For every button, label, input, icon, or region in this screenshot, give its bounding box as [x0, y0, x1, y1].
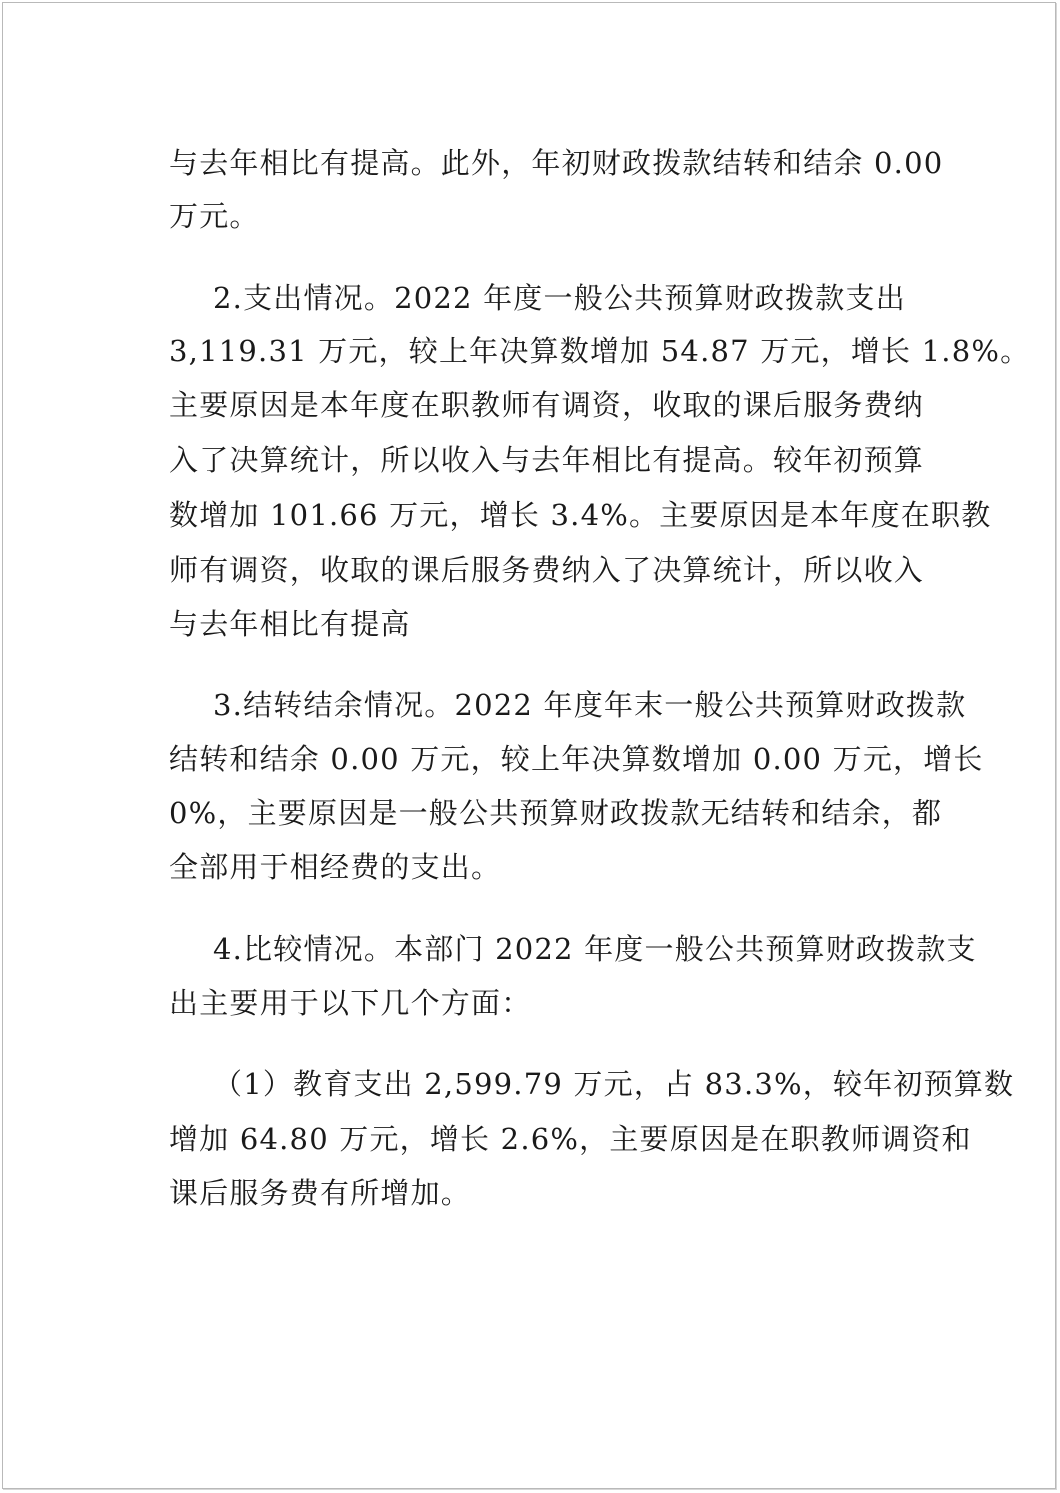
text-line: 万元。 [169, 199, 260, 233]
paragraph-heading-line: （1）教育支出 2,599.79 万元，占 83.3%，较年初预算数 [213, 1067, 1015, 1101]
text-line: 师有调资，收取的课后服务费纳入了决算统计，所以收入 [169, 553, 925, 587]
document-page [2, 2, 1056, 1489]
text-line: 0%，主要原因是一般公共预算财政拨款无结转和结余，都 [169, 796, 943, 830]
text-line: 与去年相比有提高 [169, 607, 411, 641]
text-line: 课后服务费有所增加。 [169, 1176, 472, 1210]
text-line: 结转和结余 0.00 万元，较上年决算数增加 0.00 万元，增长 [169, 742, 984, 776]
text-line: 与去年相比有提高。此外，年初财政拨款结转和结余 0.00 [169, 146, 944, 180]
text-line: 入了决算统计，所以收入与去年相比有提高。较年初预算 [169, 443, 925, 477]
text-line: 全部用于相经费的支出。 [169, 850, 502, 884]
text-line: 数增加 101.66 万元，增长 3.4%。主要原因是本年度在职教 [169, 498, 992, 532]
text-line: 增加 64.80 万元，增长 2.6%，主要原因是在职教师调资和 [169, 1122, 972, 1156]
paragraph-heading-line: 2.支出情况。2022 年度一般公共预算财政拨款支出 [213, 281, 906, 315]
text-line: 主要原因是本年度在职教师有调资，收取的课后服务费纳 [169, 388, 925, 422]
paragraph-heading-line: 3.结转结余情况。2022 年度年末一般公共预算财政拨款 [213, 688, 967, 722]
paragraph-heading-line: 4.比较情况。本部门 2022 年度一般公共预算财政拨款支 [213, 932, 977, 966]
text-line: 出主要用于以下几个方面： [169, 986, 532, 1020]
text-line: 3,119.31 万元，较上年决算数增加 54.87 万元，增长 1.8%。 [169, 334, 1031, 368]
